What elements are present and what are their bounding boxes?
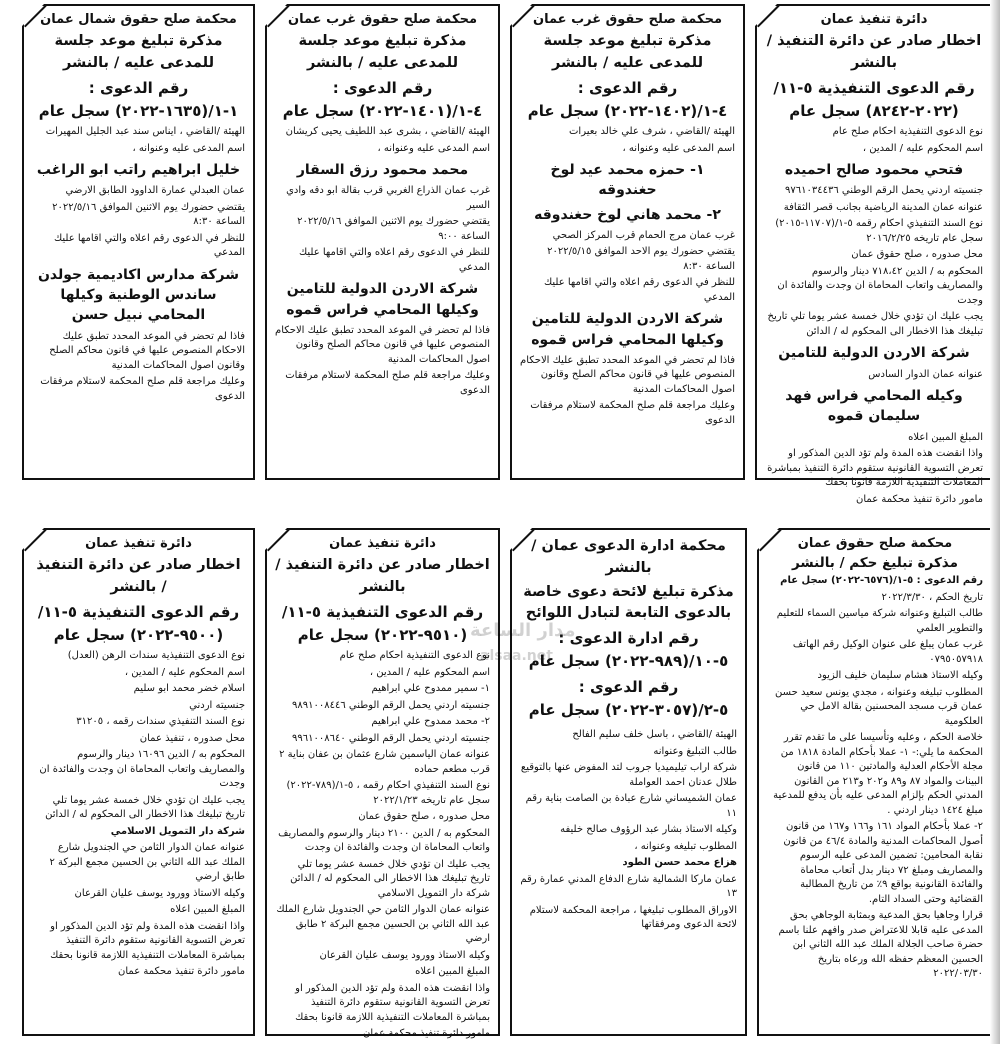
notice-line: الهيئة /القاضي ، شرف علي خالد بعيرات <box>569 126 735 137</box>
notice-court: دائرة تنفيذ عمان <box>85 536 192 551</box>
notice-judgment-6576 <box>757 528 993 1036</box>
notice-line: المبلغ المبين اعلاه <box>415 966 490 977</box>
notice-line: محل صدوره ، تنفيذ عمان <box>139 732 245 744</box>
notice-lawyer-name: وكيله المحامي فراس فهد سليمان قموه <box>785 388 963 425</box>
notice-line: نوع السند التنفيذي احكام رقمه ، ٥-١/(٧٨٩-٢٠٢٢) سجل عام تاريخه ٢٠٢٢/١/٢٣ <box>286 780 490 806</box>
notice-case-management-989 <box>510 528 747 1036</box>
notice-line: الهيئة /القاضي ، ايناس سند عبد الجليل المهيرات <box>45 126 245 137</box>
notice-line: غرب عمان يبلغ على عنوان الوكيل رقم الهاتف ٠٧٩٥٠٥٧٩١٨ <box>792 639 983 665</box>
notice-line: جنسيته اردني يحمل الرقم الوطني ٩٩٦١٠٠٨٦٤٠ <box>292 732 490 744</box>
notice-hearing-1635 <box>22 4 255 480</box>
notice-line: نوع الدعوى التنفيذية احكام صلح عام <box>832 126 983 137</box>
notice-line: قرارا وجاهيا بحق المدعية وبمثابة الوجاهي بحق المدعى عليه قابلا للاعتراض صدر وافهم علنا باسم حضرة صاحب الجلالة الملك عبد الله الثاني ابن الحسين المعظم حفظه الله ورعاه بتاريخ ٢٠٢٢/٠٣/٣٠ <box>778 910 983 979</box>
notice-line: عنوانه عمان الدوار الثامن حي الجندويل شارع الملك عبد الله الثاني بن الحسين مجمع البركة ٢ طابق ارضي <box>49 842 245 882</box>
notice-creditor-name: شركة الاردن الدولية للتامين <box>778 345 970 362</box>
notice-debtor-name: فتحي محمود صالح احميده <box>784 162 964 178</box>
notice-heading: اخطار صادر عن دائرة التنفيذ / بالنشر <box>36 557 241 595</box>
notice-case-number: رقم الدعوى التنفيذية ٥-١١/ (٢٠٢٢-٨٢٤٢) سجل عام <box>773 78 975 120</box>
notice-line: للنظر في الدعوى رقم اعلاه والتي اقامها عليك المدعي <box>543 277 735 303</box>
notice-line: نوع السند التنفيذي سندات رقمه ، ٣١٢٠٥ <box>76 716 245 727</box>
notice-line: جنسيته اردني يحمل الرقم الوطني ٩٧٦١٠٣٤٤٣٦ <box>785 185 983 197</box>
notice-heading: مذكرة تبليغ حكم / بالنشر <box>792 555 958 571</box>
notice-line: الاوراق المطلوب تبليغها ، مراجعة المحكمة لاستلام لائحة الدعوى ومرفقاتها <box>529 904 737 930</box>
notice-line: ٢- محمد ممدوح علي ابراهيم <box>371 716 490 727</box>
notice-line: وعليك مراجعة قلم صلح المحكمة لاستلام مرفقات الدعوى <box>40 376 245 402</box>
notice-line: عنوانه عمان المدينة الرياضية بجانب قصر الثقافة <box>783 201 983 213</box>
notice-line: يقتضي حضورك يوم الاثنين الموافق ٢٠٢٢/٥/١٦ الساعة ٨:٣٠ <box>52 201 245 228</box>
notice-line: المحكوم به / الدين ٧١٨،٤٢ دينار والرسوم والمصاريف واتعاب المحاماة ان وجدت والفائدة ان وجدت <box>777 265 983 306</box>
notice-line: نوع السند التنفيذي احكام رقمه ٥-١/(١١٧٠٧-٢٠١٥) سجل عام تاريخه ٢٠١٦/٢/٢٥ <box>775 218 983 244</box>
notice-line: اسم المحكوم عليه / المدين ، <box>862 142 983 154</box>
notice-heading: مذكرة تبليغ موعد جلسة للمدعى عليه / بالنشر <box>543 33 712 71</box>
notice-line: وكيله الاستاذ هشام سليمان خليف الزيود <box>817 670 983 681</box>
notice-line: فاذا لم تحضر في الموعد المحدد تطبق عليك الاحكام المنصوص عليها في قانون محاكم الصلح وقانون اصول المحاكمات المدنية <box>275 324 490 365</box>
notice-line: وكيله الاستاذ وورود يوسف عليان القرعان <box>74 887 245 899</box>
notice-line: المحكوم به / الدين ٢١٠٠ دينار والرسوم والمصاريف واتعاب المحاماة ان وجدت والفائدة ان وجدت <box>278 827 490 853</box>
notice-line: هزاع محمد حسن الطود <box>622 857 737 868</box>
notice-execution-9510 <box>265 528 500 1039</box>
notice-line: يجب عليك ان تؤدي خلال خمسة عشر يوما تلي تاريخ تبليغك هذا الاخطار الى المحكوم له / الدائن شركة دار التمويل الاسلامي <box>290 858 490 899</box>
notice-line: وكيله الاستاذ وورود يوسف عليان القرعان <box>319 949 490 961</box>
notice-court: دائرة تنفيذ عمان <box>820 12 928 27</box>
notice-defendant-name: خليل ابراهيم راتب ابو الراغب <box>36 162 241 178</box>
notice-line: عنوانه عمان الياسمين شارع عثمان بن عفان بناية ٢ قرب مطعم حماده <box>279 749 490 775</box>
notice-defendant-name: ٢- محمد هاني لوخ حغندوقه <box>534 206 721 223</box>
notice-line: ٢- عملا بأحكام المواد ١٦١ و١٦٦ و١٦٧ من قانون أصول المحاكمات المدنية والمادة ٤٦/٤ من قانون نقابة المحامين: تضمين المدعى عليه الرسوم والمصاريف ومبلغ ٧٢ دينار بدل أتعاب محاماة والفائدة القانونية بواقع ٩٪ من تاريخ المطالبة القضائية وحتى السداد التام. <box>783 821 983 905</box>
notice-court: دائرة تنفيذ عمان <box>329 536 436 551</box>
notice-line: طالب التبليغ وعنوانه <box>653 745 737 757</box>
notice-line: اسم المدعى عليه وعنوانه ، <box>377 142 490 154</box>
notice-line: اسم المدعى عليه وعنوانه ، <box>622 142 735 154</box>
notice-line: محل صدوره ، صلح حقوق عمان <box>358 811 490 822</box>
notice-line: المحكوم به / الدين ١٦٠٩٦ دينار والرسوم والمصاريف واتعاب المحاماة ان وجدت والفائدة ان وجدت <box>39 749 245 789</box>
notice-heading: مذكرة تبليغ موعد جلسة للمدعى عليه / بالنشر <box>298 33 467 71</box>
notice-line: فاذا لم تحضر في الموعد المحدد تطبق عليك الاحكام المنصوص عليها في قانون محاكم الصلح وقانون اصول المحاكمات المدنية <box>49 330 245 371</box>
notice-line: طالب التبليغ وعنوانه شركة مياسين السماء للتعليم والتطوير العلمي <box>776 608 983 634</box>
notice-signature: مامور دائرة تنفيذ محكمة عمان <box>856 493 983 505</box>
notice-line: يجب عليك ان تؤدي خلال خمسة عشر يوما تلي تاريخ تبليغك هذا الاخطار الى المحكوم له / الدائن <box>45 794 245 820</box>
watermark-text: الساعة <box>470 620 532 641</box>
notice-line: واذا انقضت هذه المدة ولم تؤد الدين المذكور او تعرض التسوية القانونية ستقوم دائرة التنفيذ بمباشرة المعاملات التنفيذية اللازمة قانونا بحقك <box>50 920 245 961</box>
notice-line: شركة اراب تيليميديا جروب لتد المفوض عنها بالتوقيع طلال عدنان احمد العواملة <box>520 762 737 788</box>
notice-line: يقتضي حضورك يوم الاثنين الموافق ٢٠٢٢/٥/١٦ الساعة ٩:٠٠ <box>297 216 490 242</box>
notice-plaintiff-name: شركة مدارس اكاديمية جولدن ساندس الوطنية وكيلها المحامي نبيل حسن <box>37 266 240 324</box>
notice-line: الهيئة /القاضي ، بشرى عبد اللطيف يحيى كريشان <box>285 126 490 137</box>
notice-line: غرب عمان الذراع الغربي قرب بقالة ابو دقه وادي السير <box>286 185 490 211</box>
notice-line: وكيله الاستاذ بشار عبد الرؤوف صالح خليفه <box>560 824 737 835</box>
notice-line: فاذا لم تحضر في الموعد المحدد تطبق عليك الاحكام المنصوص عليها في قانون محاكم الصلح وقانون اصول المحاكمات المدنية <box>520 354 735 395</box>
notice-line: للنظر في الدعوى رقم اعلاه والتي اقامها عليك المدعي <box>298 247 490 273</box>
notice-court: محكمة صلح حقوق عمان <box>797 536 953 551</box>
page-edge-shadow <box>990 0 1000 1044</box>
notice-execution-9500 <box>22 528 255 1036</box>
notice-heading: اخطار صادر عن دائرة التنفيذ / بالنشر <box>275 557 490 595</box>
notice-line: واذا انقضت هذه المدة ولم تؤد الدين المذكور او تعرض التسوية القانونية ستقوم دائرة التنفيذ بمباشرة المعاملات التنفيذية اللازمة قانونا بحقك <box>295 982 490 1023</box>
notice-line: غرب عمان مرج الحمام قرب المركز الصحي <box>552 229 735 241</box>
notice-line: ١- سمير ممدوح علي ابراهيم <box>371 683 490 694</box>
notice-line: اسم المحكوم عليه / المدين ، <box>124 666 245 678</box>
notice-court: محكمة ادارة الدعوى عمان /بالنشر <box>531 538 726 576</box>
notice-line: المطلوب تبليغه وعنوانه ، مجدي يونس سعيد حسن عمان قرب مسجد المحسنين بقالة الامل حي العلكومية <box>775 686 983 727</box>
notice-line: وعليك مراجعة قلم صلح المحكمة لاستلام مرفقات الدعوى <box>285 370 490 396</box>
notice-line: اسلام خضر محمد ابو سليم <box>133 683 245 694</box>
notice-line: عنوانه عمان الدوار السادس <box>868 368 983 380</box>
notice-case-number: رقم الدعوى : ٥-١/(٦٥٧٦-٢٠٢٢) سجل عام <box>780 575 983 586</box>
notice-line: جنسيته اردني يحمل الرقم الوطني ٩٨٩١٠٠٨٤٤٦ <box>292 699 490 711</box>
notice-line: وعليك مراجعة قلم صلح المحكمة لاستلام مرفقات الدعوى <box>530 400 735 426</box>
notice-heading: اخطار صادر عن دائرة التنفيذ / بالنشر <box>766 33 982 71</box>
notice-heading: مذكرة تبليغ موعد جلسة للمدعى عليه / بالنشر <box>54 33 223 71</box>
notice-line: للنظر في الدعوى رقم اعلاه والتي اقامها عليك المدعي <box>53 232 245 259</box>
notice-signature: مامور دائرة تنفيذ محكمة عمان <box>118 966 245 977</box>
notice-plaintiff-name: شركة الاردن الدولية للتامين وكيلها المحامي فراس قموه <box>286 281 479 318</box>
notice-case-number: رقم الدعوى : ١-١/(١٦٣٥-٢٠٢٢) سجل عام <box>38 78 239 120</box>
notice-line: واذا انقضت هذه المدة ولم تؤد الدين المذكور او تعرض التسوية القانونية ستقوم دائرة التنفيذ بمباشرة المعاملات التنفيذية اللازمة قانونا بحقك <box>767 448 983 489</box>
notice-hearing-1401 <box>265 4 500 480</box>
notice-line: اسم المحكوم عليه / المدين ، <box>369 666 490 678</box>
notice-line: المطلوب تبليغه وعنوانه ، <box>634 840 737 852</box>
notice-case-number: رقم الدعوى التنفيذية ٥-١١/ (٩٥١٠-٢٠٢٢) سجل عام <box>281 602 484 644</box>
notice-defendant-name: محمد محمود رزق السقار <box>296 162 469 178</box>
notice-line: يجب عليك ان تؤدي خلال خمسة عشر يوما تلي تاريخ تبليغك هذا الاخطار الى المحكوم له / الدائن <box>767 311 983 337</box>
notice-case-number-2: رقم الدعوى : ٥-٢/(٣٠٥٧-٢٠٢٢) سجل عام <box>528 677 729 719</box>
notice-case-number: رقم الدعوى : ٤-١/(١٤٠٢-٢٠٢٢) سجل عام <box>527 78 728 120</box>
notice-line: جنسيته اردني <box>189 699 245 711</box>
notice-line: تاريخ الحكم ، ٢٠٢٢/٣/٣٠ <box>881 591 983 603</box>
notice-case-number: رقم ادارة الدعوى : ٥-١٠/(٩٨٩-٢٠٢٢) سجل عام <box>528 629 729 671</box>
notice-case-number: رقم الدعوى : ٤-١/(١٤٠١-٢٠٢٢) سجل عام <box>282 78 483 120</box>
notice-line: اسم المدعى عليه وعنوانه ، <box>132 142 245 154</box>
notice-court: محكمة صلح حقوق غرب عمان <box>287 12 478 27</box>
notice-line: عنوانه عمان الدوار الثامن حي الجندويل شارع الملك عبد الله الثاني بن الحسين مجمع البركة ٢ طابق ارضي <box>276 904 490 944</box>
notice-defendant-name: ١- حمزه محمد عيد لوخ حغندوقه <box>550 162 705 199</box>
notice-line: الهيئة /القاضي ، باسل خلف سليم الفالح <box>572 729 737 740</box>
notice-hearing-1402 <box>510 4 745 480</box>
notice-line: خلاصة الحكم ، وعليه وتأسيسا على ما تقدم تقرر المحكمة ما يلي:- ١- عملا بأحكام المادة ١٨١٨ من مجلة الأحكام العدلية والمادتين ١١٠ من قانون البينات والمواد ٨٧ و٨٩ و٢٠٢ و٢١٣ من القانون المدني الحكم بإلزام المدعى عليه بأن يدفع للمدعية مبلغ ١٤٢٤ دينار اردني . <box>773 732 983 816</box>
notice-line: يقتضي حضورك يوم الاحد الموافق ٢٠٢٢/٥/١٥ الساعة ٨:٣٠ <box>547 246 735 272</box>
notice-line: عمان العبدلي عمارة الداوود الطابق الارضي <box>65 185 245 197</box>
notice-execution-8242 <box>755 4 993 505</box>
notice-line: نوع الدعوى التنفيذية سندات الرهن (العدل) <box>67 650 245 661</box>
notice-heading: مذكرة تبليغ لائحة دعوى خاصة بالدعوى التابعة لتبادل اللوائح <box>523 583 734 622</box>
notice-line: عمان الشميساني شارع عبادة بن الصامت بناية رقم ١١ <box>525 793 737 819</box>
notice-line: شركة دار التمويل الاسلامي <box>110 825 245 837</box>
notice-case-number: رقم الدعوى التنفيذية ٥-١١/ (٩٥٠٠-٢٠٢٢) سجل عام <box>37 602 240 644</box>
notice-line: عمان ماركا الشمالية شارع الدفاع المدني عمارة رقم ١٣ <box>520 873 737 899</box>
notice-court: محكمة صلح حقوق غرب عمان <box>532 12 723 27</box>
notice-line: محل صدوره ، صلح حقوق عمان <box>851 249 983 261</box>
notice-line: نوع الدعوى التنفيذية احكام صلح عام <box>339 650 490 661</box>
notice-signature: مامور دائرة تنفيذ محكمة عمان <box>363 1028 490 1039</box>
notice-line: المبلغ المبين اعلاه <box>170 904 245 915</box>
notice-court: محكمة صلح حقوق شمال عمان <box>40 12 237 27</box>
notice-line: المبلغ المبين اعلاه <box>908 431 983 443</box>
notice-plaintiff-name: شركة الاردن الدولية للتامين وكيلها المحامي فراس قموه <box>531 311 724 348</box>
